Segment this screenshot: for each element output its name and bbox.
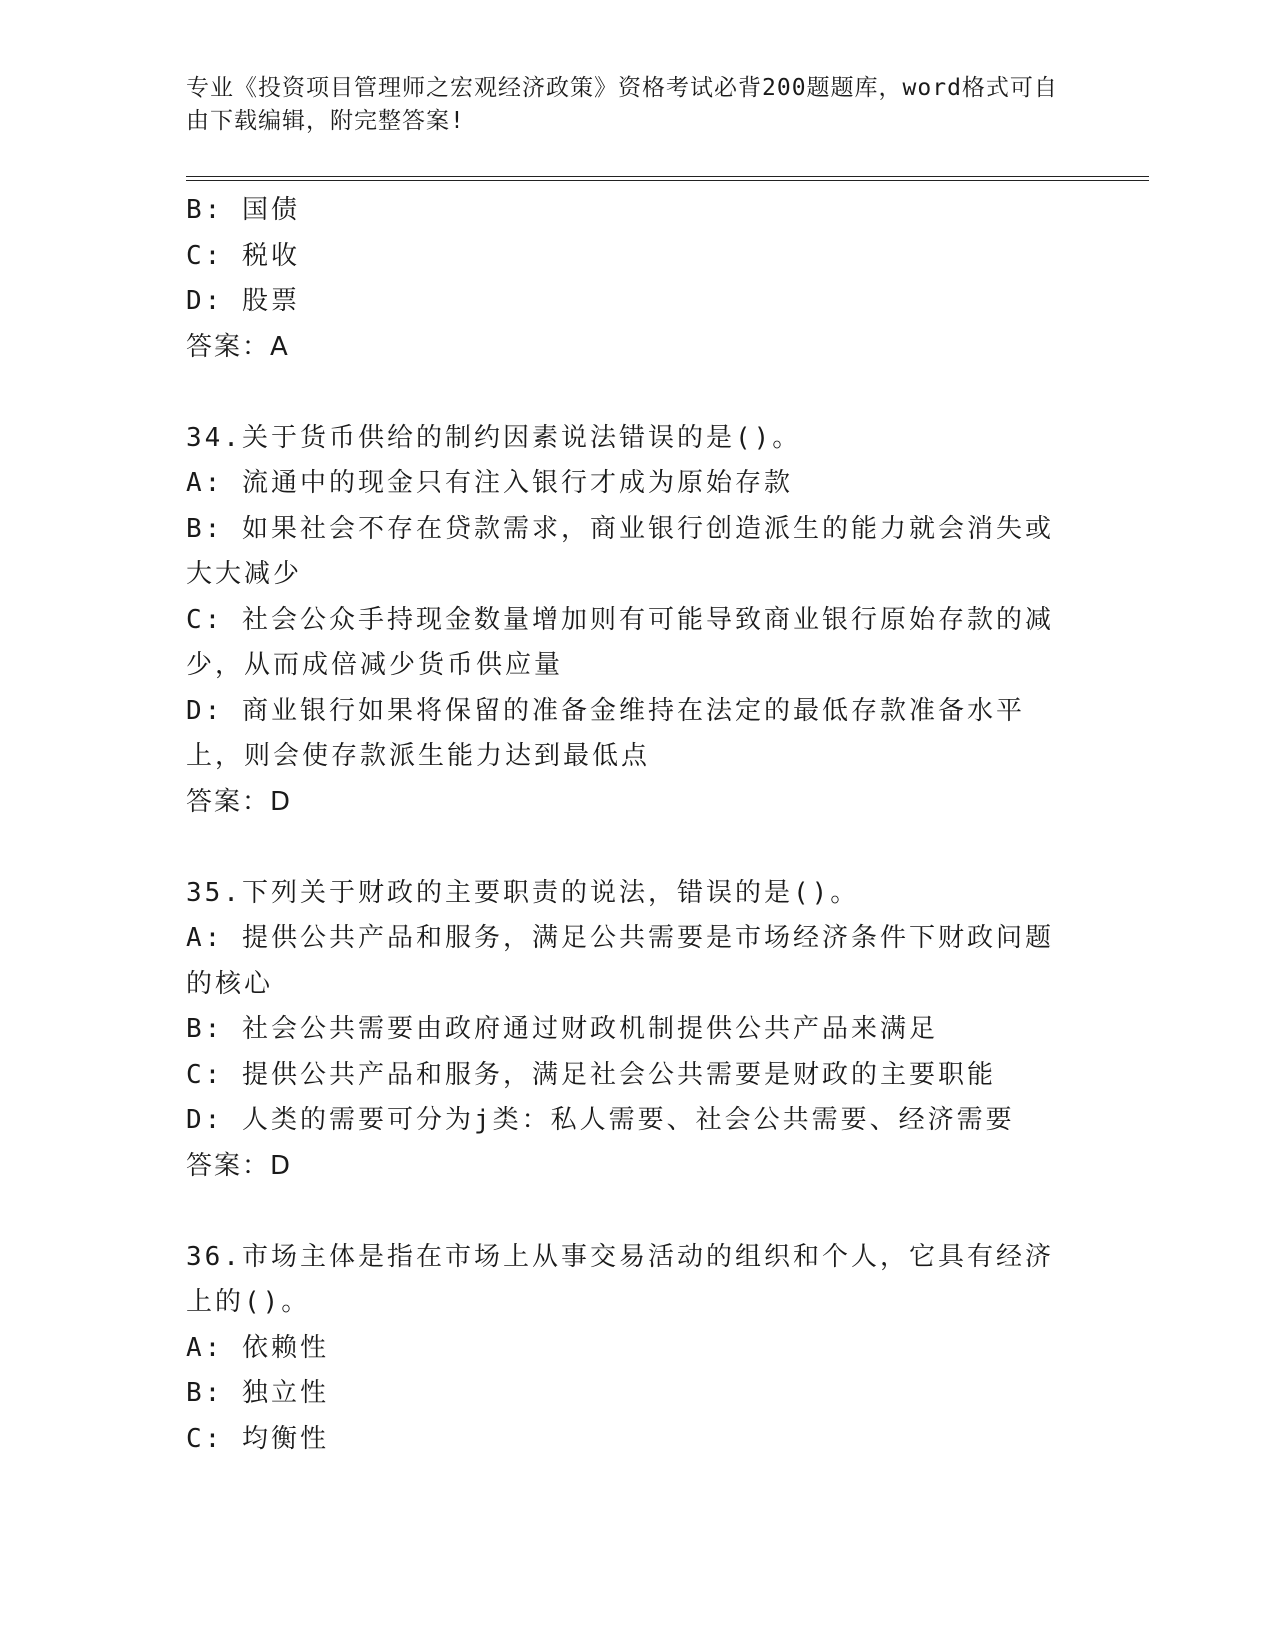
spacer: [186, 825, 1076, 871]
question-stem: 34.关于货币供给的制约因素说法错误的是()。: [186, 422, 802, 453]
option-d: D: 人类的需要可分为j类：私人需要、社会公共需要、经济需要: [186, 1105, 1015, 1135]
option-b: B: 如果社会不存在贷款需求，商业银行创造派生的能力就会消失或大大减少: [186, 513, 1054, 589]
question-stem: 36.市场主体是指在市场上从事交易活动的组织和个人，它具有经济上的()。: [186, 1241, 1054, 1317]
question-block-33: [186, 188, 1076, 370]
option-b: B: 社会公共需要由政府通过财政机制提供公共产品来满足: [186, 1014, 938, 1044]
option-c: C: 税收: [186, 240, 300, 271]
option-c: C: 提供公共产品和服务，满足社会公共需要是财政的主要职能: [186, 1059, 996, 1090]
option-c: C: 均衡性: [186, 1423, 329, 1454]
answer: 答案：D: [186, 1150, 293, 1181]
option-b: B: 国债: [186, 195, 300, 225]
page-header: 专业《投资项目管理师之宏观经济政策》资格考试必背200题题库，word格式可自由下载编辑，附完整答案!: [186, 75, 1058, 134]
option-a: A: 流通中的现金只有注入银行才成为原始存款: [186, 468, 793, 498]
option-c: C: 社会公众手持现金数量增加则有可能导致商业银行原始存款的减少，从而成倍减少货币供应量: [186, 604, 1054, 680]
spacer: [186, 370, 1076, 416]
option-b: B: 独立性: [186, 1378, 329, 1408]
header-divider: [186, 176, 1149, 181]
answer: 答案：A: [186, 331, 290, 362]
option-a: A: 依赖性: [186, 1332, 329, 1363]
spacer: [186, 1189, 1076, 1235]
answer: 答案：D: [186, 786, 293, 817]
option-d: D: 商业银行如果将保留的准备金维持在法定的最低存款准备水平上，则会使存款派生能力达到最低点: [186, 695, 1025, 771]
question-block-35: [186, 871, 1076, 1190]
option-a: A: 提供公共产品和服务，满足公共需要是市场经济条件下财政问题的核心: [186, 923, 1054, 999]
question-list: [186, 188, 1076, 1462]
question-block-36: [186, 1235, 1076, 1463]
question-block-34: [186, 416, 1076, 826]
option-d: D: 股票: [186, 286, 300, 316]
question-stem: 35.下列关于财政的主要职责的说法，错误的是()。: [186, 877, 860, 908]
